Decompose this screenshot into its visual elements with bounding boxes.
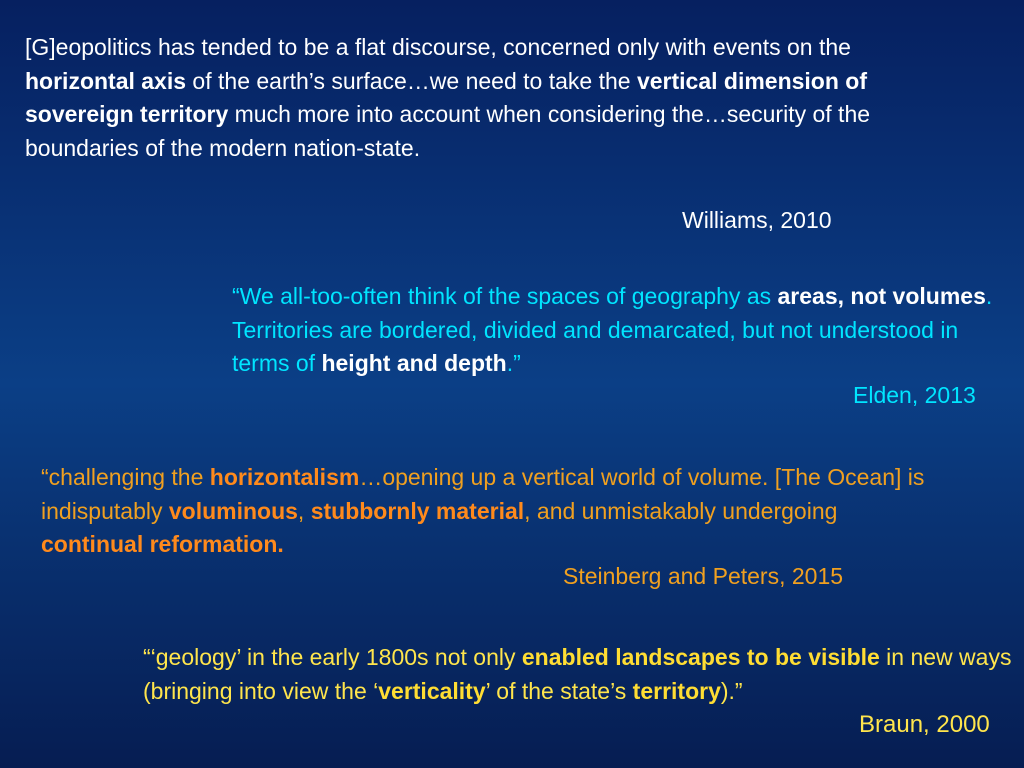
quote-text [41, 461, 931, 562]
quote-emphasis: horizontal axis [25, 67, 187, 94]
quote-emphasis: continual reformation. [41, 531, 284, 557]
quote-elden [232, 280, 1022, 381]
quote-braun [143, 641, 1018, 708]
quote-text-segment: .” [506, 350, 521, 376]
citation-steinberg-peters: Steinberg and Peters, 2015 [563, 563, 844, 589]
quote-text-segment: “We all-too-often think of the spaces of geography as [232, 283, 778, 309]
quote-text-segment: ).” [720, 677, 743, 704]
quote-emphasis: stubbornly material [310, 497, 525, 524]
quote-text [232, 280, 1022, 381]
quote-emphasis: enabled landscapes to be visible [521, 644, 880, 670]
quote-text-segment: of the earth’s surface…we need to take the [186, 67, 637, 94]
quote-emphasis: territory [632, 677, 721, 704]
quote-emphasis: height and depth [321, 350, 507, 376]
citation-elden: Elden, 2013 [853, 382, 976, 408]
quote-emphasis: horizontalism [209, 464, 360, 490]
quote-text-segment: …opening up a vertical world of volume. [The Ocean] is indisputably [41, 464, 925, 524]
quote-text-segment: much more into account when considering the…security of the boundaries of the modern nation-state. [25, 101, 871, 161]
quote-text-segment: , and unmistakably undergoing [524, 497, 838, 524]
quote-steinberg-peters [41, 461, 931, 562]
citation-braun: Braun, 2000 [859, 711, 990, 738]
quote-text-segment: ’ of the state’s [485, 677, 633, 704]
quote-text [25, 31, 895, 165]
citation-williams: Williams, 2010 [682, 207, 832, 233]
quote-emphasis: vertical dimension of sovereign territory [25, 67, 868, 127]
quote-emphasis: areas, not volumes [777, 283, 986, 309]
quote-text-segment: “challenging the [41, 464, 210, 490]
quote-text-segment: in new ways (bringing into view the ‘ [143, 644, 1012, 704]
quote-text-segment: “‘geology’ in the early 1800s not only [143, 644, 522, 670]
quote-text-segment: . Territories are bordered, divided and demarcated, but not understood in terms of [232, 283, 993, 376]
quote-emphasis: voluminous [168, 497, 298, 524]
quote-williams [25, 31, 895, 165]
quote-text [143, 641, 1018, 708]
quote-text-segment: [G]eopolitics has tended to be a flat discourse, concerned only with events on the [25, 34, 851, 60]
quote-text-segment: , [297, 497, 311, 524]
quote-emphasis: verticality [378, 677, 486, 704]
